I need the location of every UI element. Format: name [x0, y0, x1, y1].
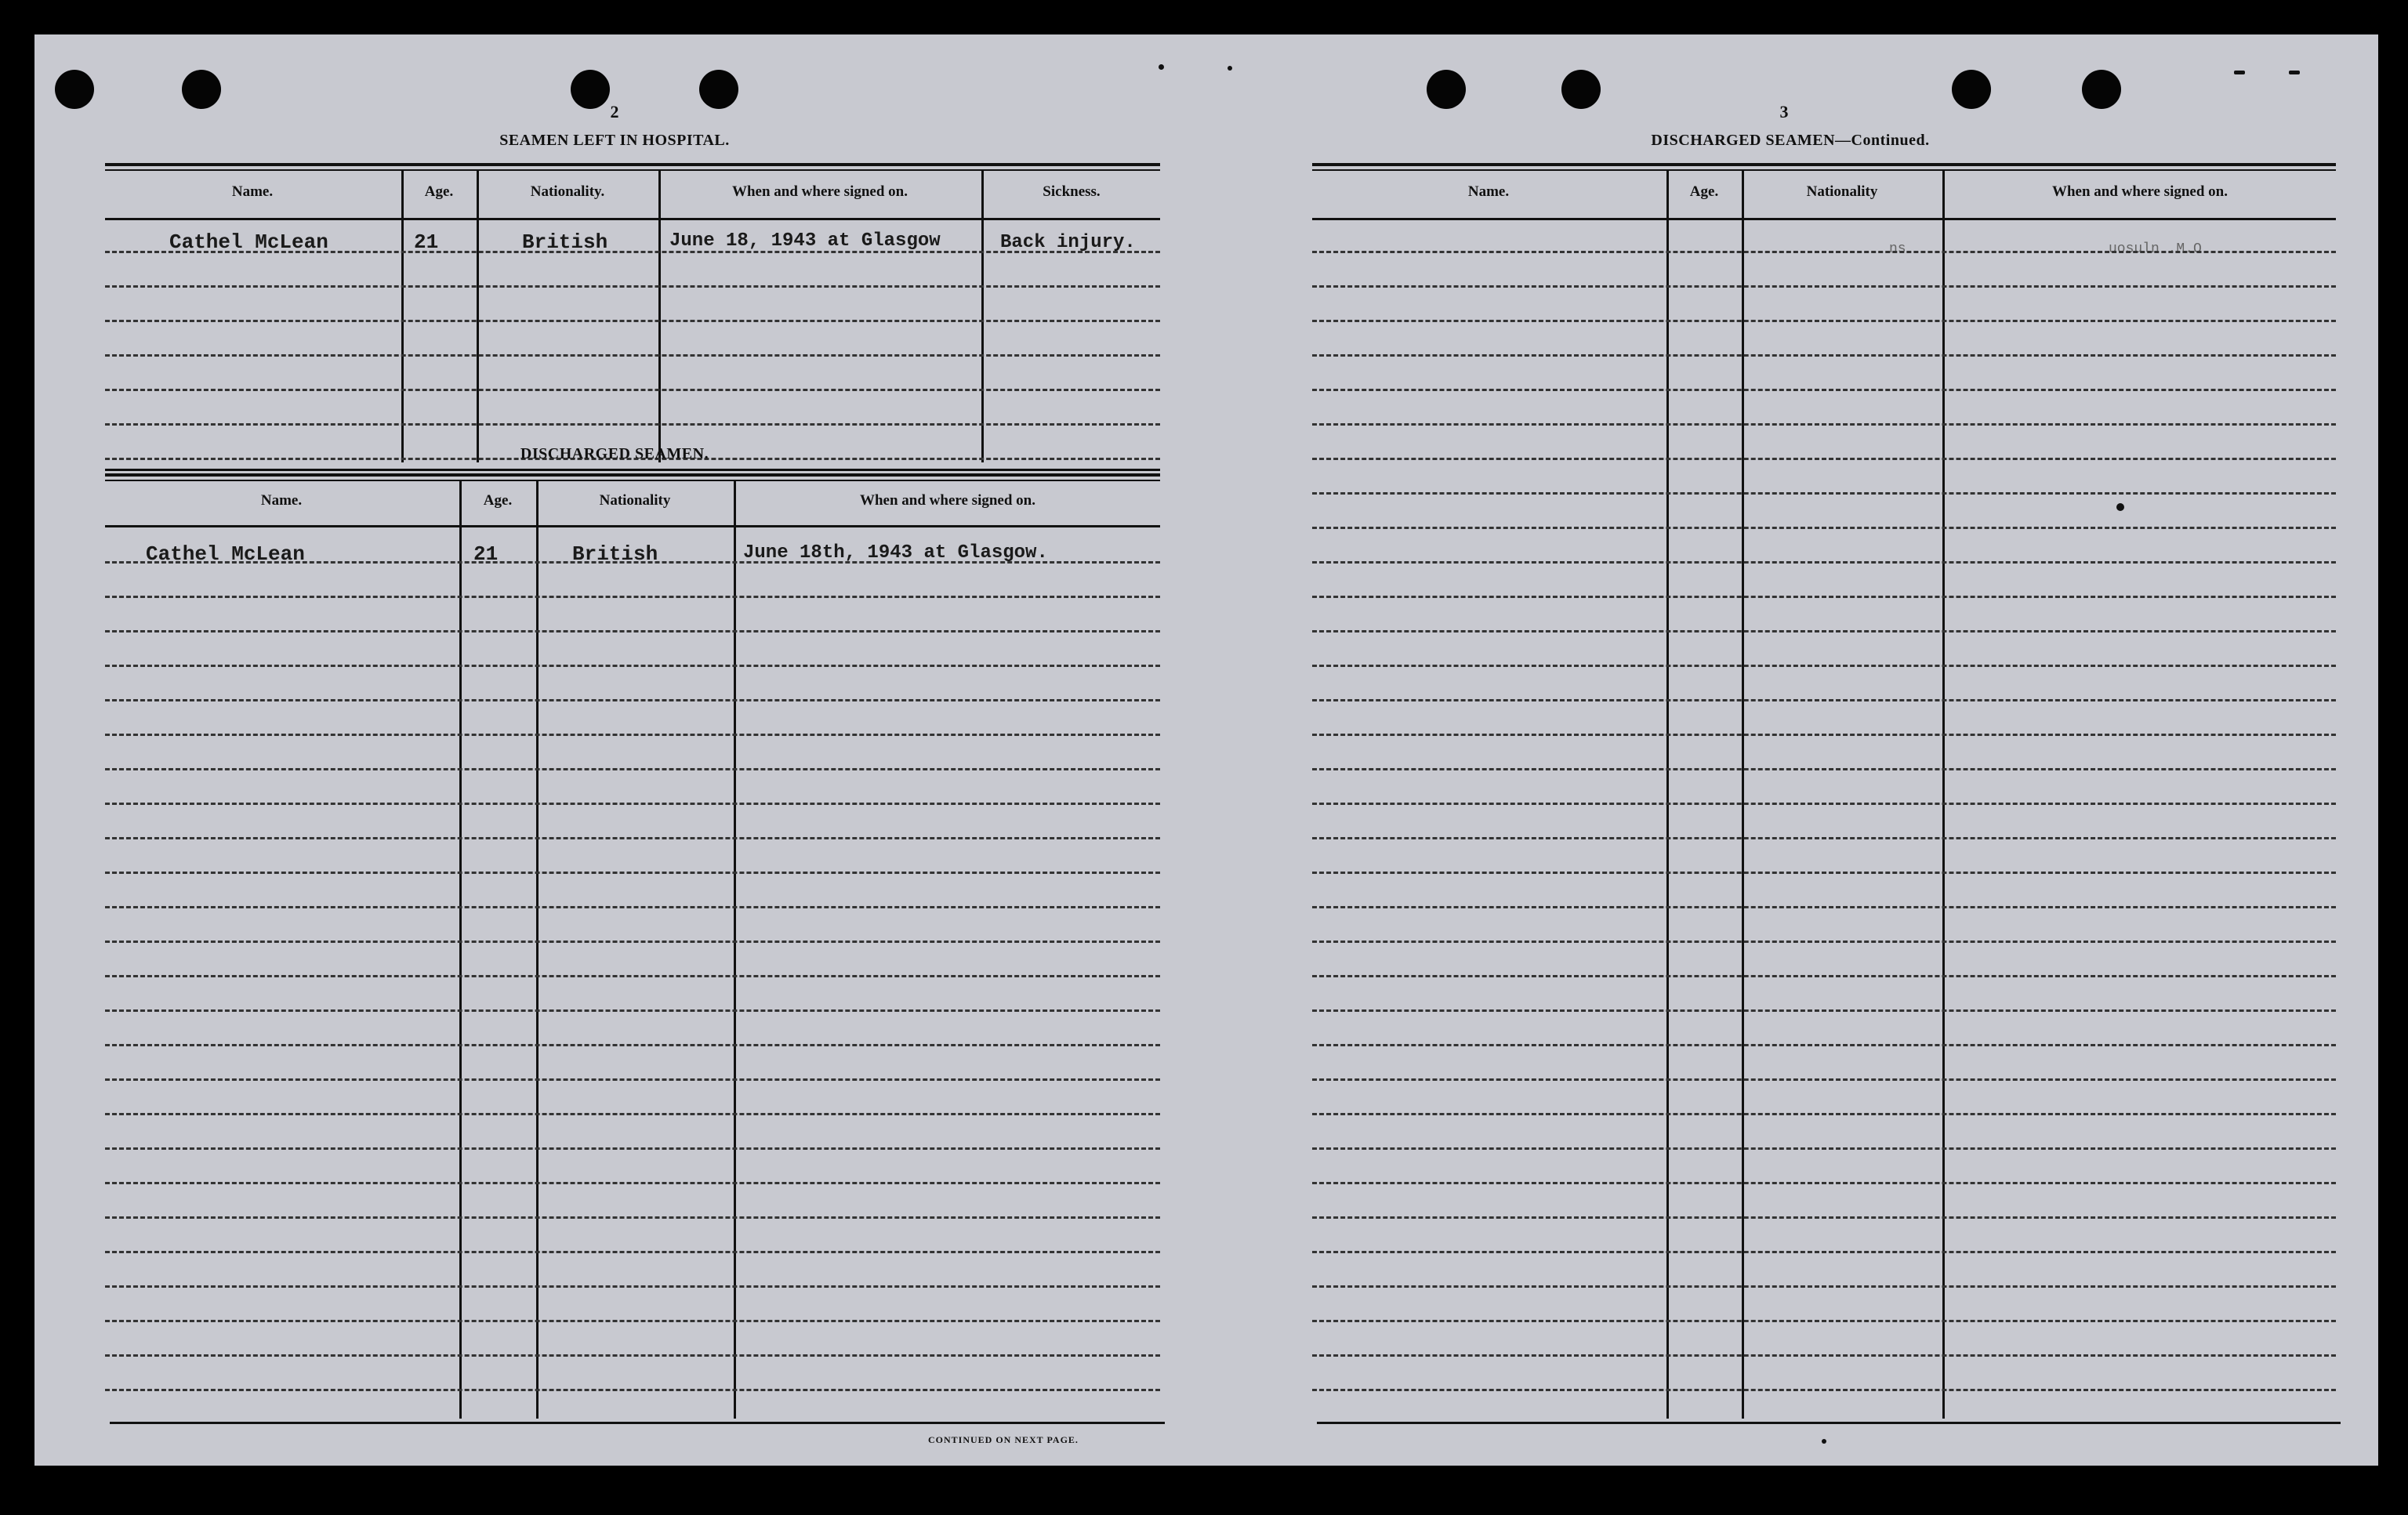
- seaman-name: Cathel McLean: [169, 230, 328, 254]
- column-divider: [1742, 171, 1744, 1419]
- row-line: [1312, 389, 2336, 391]
- row-line: [105, 768, 1160, 770]
- column-header: Name.: [260, 492, 303, 509]
- row-line: [105, 1147, 1160, 1150]
- row-line: [1312, 699, 2336, 701]
- row-line: [1312, 1044, 2336, 1046]
- row-line: [1312, 251, 2336, 253]
- column-header: Nationality: [1806, 183, 1878, 200]
- column-header: Age.: [424, 183, 454, 200]
- row-line: [105, 1182, 1160, 1184]
- ink-speck: [1228, 66, 1232, 71]
- ink-speck: [1159, 64, 1164, 70]
- row-line: [1312, 561, 2336, 564]
- page-number: 2: [610, 102, 619, 121]
- left-page: [34, 34, 1210, 1466]
- row-line: [105, 1320, 1160, 1322]
- hospital-section-title: SEAMEN LEFT IN HOSPITAL.: [499, 132, 730, 149]
- column-header: Nationality.: [530, 183, 605, 200]
- ledger-sheet: [34, 34, 2378, 1466]
- row-line: [105, 1251, 1160, 1253]
- row-line: [105, 285, 1160, 288]
- column-divider: [401, 171, 404, 462]
- row-line: [1312, 596, 2336, 598]
- seaman-signed-on: June 18th, 1943 at Glasgow.: [743, 542, 1048, 564]
- column-divider: [1942, 171, 1945, 1419]
- row-line: [1312, 320, 2336, 322]
- row-line: [1312, 975, 2336, 977]
- table-top-rule: [1312, 163, 2336, 166]
- row-line: [1312, 1251, 2336, 1253]
- column-header: Name.: [231, 183, 274, 200]
- ink-speck: [2116, 503, 2124, 511]
- row-line: [1312, 803, 2336, 805]
- row-line: [105, 734, 1160, 736]
- row-line: [105, 1285, 1160, 1288]
- table-top-rule: [105, 163, 1160, 166]
- row-line: [1312, 1389, 2336, 1391]
- row-line: [1312, 837, 2336, 839]
- row-line: [105, 872, 1160, 874]
- row-line: [105, 1389, 1160, 1391]
- row-line: [105, 837, 1160, 839]
- seaman-nationality: British: [522, 230, 608, 254]
- column-header: Age.: [1689, 183, 1719, 200]
- ink-speck: [2234, 71, 2245, 74]
- row-line: [1312, 423, 2336, 426]
- row-line: [105, 665, 1160, 667]
- column-divider: [536, 481, 539, 1419]
- ink-speck: [2289, 71, 2300, 74]
- row-line: [1312, 1320, 2336, 1322]
- row-line: [105, 941, 1160, 943]
- table-top-rule: [105, 480, 1160, 481]
- continued-footer: CONTINUED ON NEXT PAGE.: [928, 1434, 1079, 1445]
- seaman-nationality: British: [572, 542, 658, 566]
- row-line: [1312, 285, 2336, 288]
- row-line: [1312, 872, 2336, 874]
- row-line: [105, 354, 1160, 357]
- row-line: [1312, 1285, 2336, 1288]
- row-line: [105, 1216, 1160, 1219]
- column-header: When and where signed on.: [731, 183, 908, 200]
- row-line: [105, 1044, 1160, 1046]
- header-rule: [105, 218, 1160, 220]
- row-line: [105, 423, 1160, 426]
- right-page: [1210, 34, 2378, 1466]
- row-line: [1312, 1147, 2336, 1150]
- seaman-sickness: Back injury.: [1000, 232, 1136, 253]
- table-top-rule: [1312, 169, 2336, 171]
- row-line: [105, 596, 1160, 598]
- table-bottom-rule: [110, 1422, 1165, 1424]
- column-header: When and where signed on.: [859, 492, 1035, 509]
- row-line: [1312, 1216, 2336, 1219]
- row-line: [1312, 354, 2336, 357]
- table-bottom-rule: [1317, 1422, 2341, 1424]
- header-rule: [1312, 218, 2336, 220]
- column-divider: [981, 171, 984, 462]
- row-line: [105, 1113, 1160, 1115]
- column-divider: [734, 481, 736, 1419]
- row-line: [105, 1354, 1160, 1357]
- column-divider: [658, 171, 661, 462]
- bleed-through-text: uosuln .M.O: [2109, 241, 2202, 257]
- bleed-through-text: ns: [1889, 241, 1906, 257]
- table-top-rule: [105, 169, 1160, 171]
- row-line: [1312, 906, 2336, 908]
- column-divider: [1666, 171, 1669, 1419]
- discharged-continued-title: DISCHARGED SEAMEN—Continued.: [1651, 132, 1930, 149]
- row-line: [1312, 665, 2336, 667]
- row-line: [1312, 630, 2336, 632]
- column-header: Sickness.: [1043, 183, 1101, 200]
- seaman-age: 21: [414, 230, 439, 254]
- row-line: [1312, 1182, 2336, 1184]
- column-header: Age.: [483, 492, 513, 509]
- row-line: [105, 1009, 1160, 1012]
- row-line: [1312, 492, 2336, 495]
- header-rule: [105, 525, 1160, 527]
- column-divider: [459, 481, 462, 1419]
- row-line: [1312, 734, 2336, 736]
- column-header: Name.: [1467, 183, 1510, 200]
- row-line: [1312, 1078, 2336, 1081]
- row-line: [1312, 1009, 2336, 1012]
- row-line: [105, 320, 1160, 322]
- row-line: [1312, 1113, 2336, 1115]
- row-line: [1312, 1354, 2336, 1357]
- seaman-name: Cathel McLean: [146, 542, 305, 566]
- row-line: [1312, 527, 2336, 529]
- row-line: [105, 561, 1160, 564]
- row-line: [105, 389, 1160, 391]
- column-header: Nationality: [599, 492, 671, 509]
- section-rule: [105, 469, 1160, 471]
- discharged-section-title: DISCHARGED SEAMEN.: [520, 445, 709, 462]
- row-line: [1312, 458, 2336, 460]
- row-line: [1312, 941, 2336, 943]
- row-line: [1312, 768, 2336, 770]
- seaman-signed-on: June 18, 1943 at Glasgow: [669, 230, 941, 252]
- seaman-age: 21: [473, 542, 499, 566]
- row-line: [105, 699, 1160, 701]
- page-number: 3: [1779, 102, 1789, 121]
- column-header: When and where signed on.: [2051, 183, 2228, 200]
- table-top-rule: [105, 473, 1160, 477]
- column-divider: [477, 171, 479, 462]
- row-line: [105, 630, 1160, 632]
- row-line: [105, 803, 1160, 805]
- row-line: [105, 1078, 1160, 1081]
- row-line: [105, 906, 1160, 908]
- ink-speck: [1822, 1439, 1826, 1444]
- row-line: [105, 975, 1160, 977]
